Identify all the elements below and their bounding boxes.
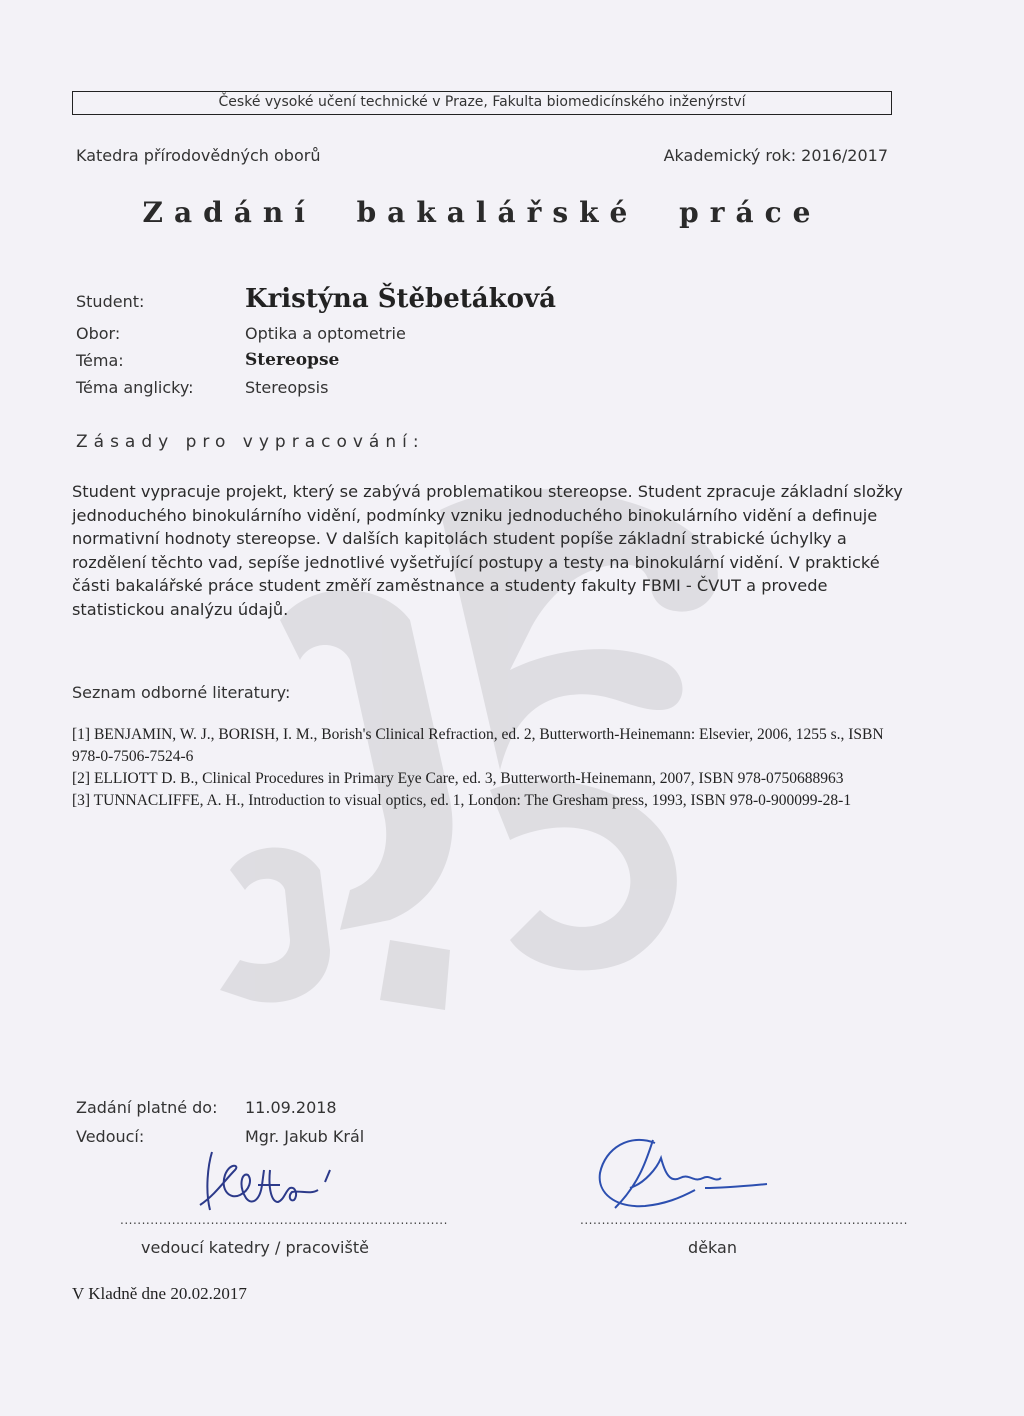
dean-signature-caption: děkan	[688, 1238, 737, 1257]
principles-text: Student vypracuje projekt, který se zabývá problematikou stereopse. Student zpracuje základní složky jednoduchého binokulárního vidění, podmínky vzniku jednoduchého binokulárního vidění a definuje normativní hodnoty stereopse. V dalších kapitolách student popíše základní strabické úchylky a rozdělení těchto vad, sepíše jednotlivé vyšetřující postupy a testy na binokulární vidění. V praktické části bakalářské práce student změří zaměstnance a studenty fakulty FBMI - ČVUT a provede statistickou analýzu údajů.	[72, 482, 903, 619]
reference-item: [3] TUNNACLIFFE, A. H., Introduction to visual optics, ed. 1, London: The Gresham press, 1993, ISBN 978-0-900099-28-1	[72, 792, 852, 809]
place-and-date: V Kladně dne 20.02.2017	[72, 1284, 247, 1303]
head-signature-caption: vedoucí katedry / pracoviště	[141, 1238, 369, 1257]
valid-until-label: Zadání platné do:	[76, 1098, 218, 1117]
reference-item: [1] BENJAMIN, W. J., BORISH, I. M., Borish's Clinical Refraction, ed. 2, Butterworth-Heinemann: Elsevier, 2006, 1255 s., ISBN 978-0-7506-7524-6	[72, 726, 884, 765]
document-title: Zadání bakalářské práce	[142, 196, 822, 229]
head-signature	[180, 1140, 380, 1220]
reference-list	[72, 724, 912, 812]
academic-year: Akademický rok: 2016/2017	[663, 146, 888, 165]
field-label: Obor:	[76, 324, 121, 343]
student-label: Student:	[76, 292, 145, 311]
field-of-study: Optika a optometrie	[245, 324, 406, 343]
principles-heading: Zásady pro vypracování:	[76, 432, 425, 452]
topic-en-value: Stereopsis	[245, 378, 329, 397]
valid-until-date: 11.09.2018	[245, 1098, 337, 1117]
institution-header	[72, 91, 892, 115]
institution-name: České vysoké učení technické v Praze, Fakulta biomedicínského inženýrství	[218, 94, 746, 110]
supervisor-label: Vedoucí:	[76, 1127, 145, 1146]
topic-label: Téma:	[76, 351, 124, 370]
supervisor-name: Mgr. Jakub Král	[245, 1127, 365, 1146]
student-name: Kristýna Štěbetáková	[245, 284, 556, 314]
reference-item: [2] ELLIOTT D. B., Clinical Procedures in Primary Eye Care, ed. 3, Butterworth-Heinemann, 2007, ISBN 978-0750688963	[72, 770, 844, 787]
literature-heading: Seznam odborné literatury:	[72, 683, 291, 702]
dean-signature	[585, 1128, 775, 1223]
topic-value: Stereopse	[245, 350, 340, 370]
head-signature-line: ............................................................................	[120, 1213, 448, 1227]
topic-en-label: Téma anglicky:	[76, 378, 194, 397]
department-name: Katedra přírodovědných oborů	[76, 146, 321, 165]
dean-signature-line: ............................................................................	[580, 1213, 908, 1227]
